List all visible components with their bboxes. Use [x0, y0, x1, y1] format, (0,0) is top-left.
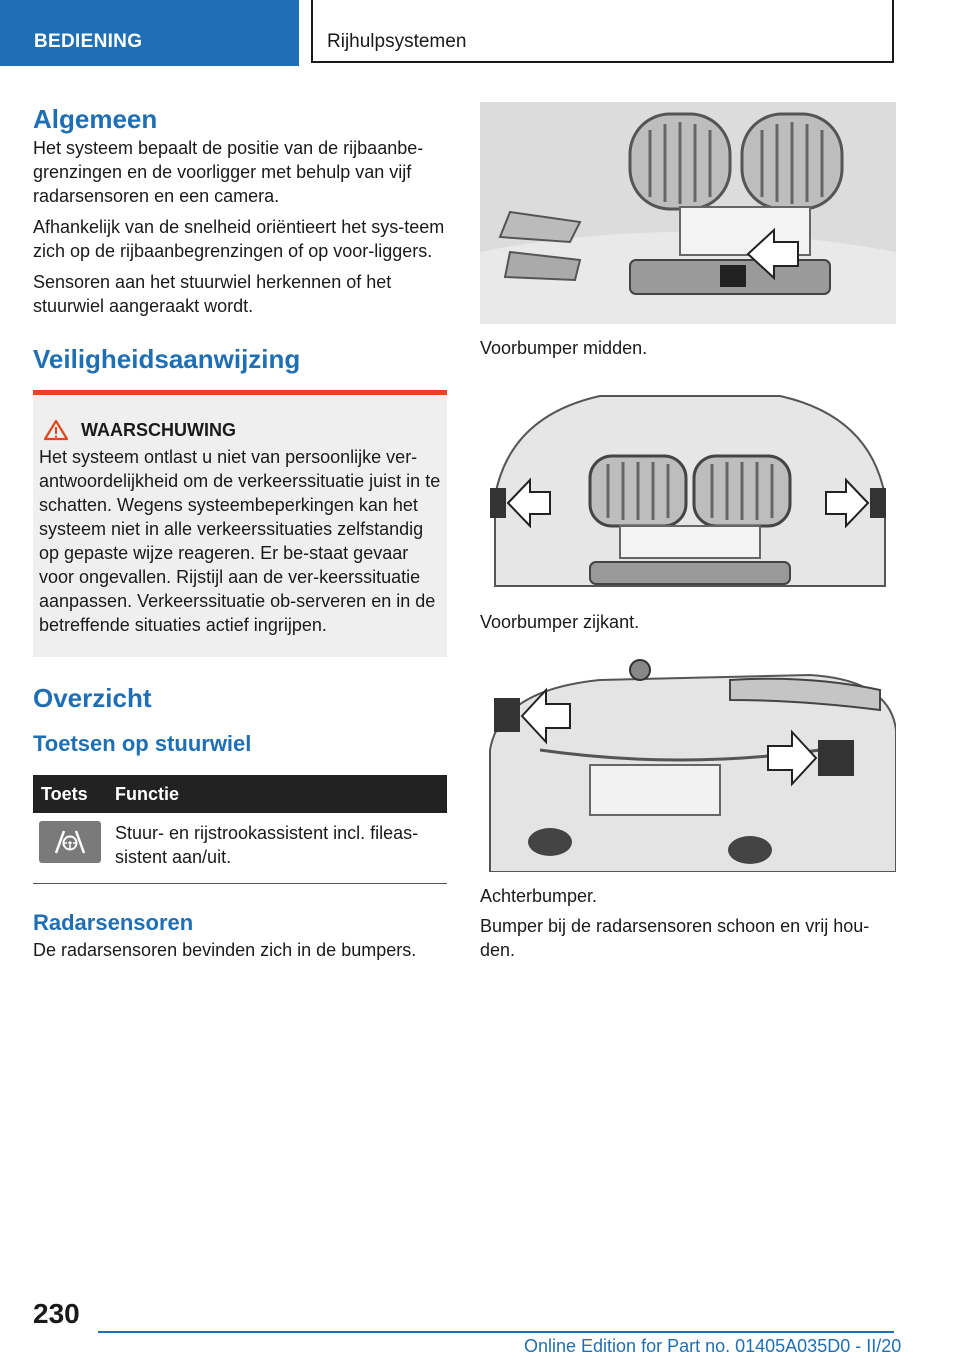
lane-assist-icon — [39, 821, 101, 863]
heading-overzicht: Overzicht — [33, 683, 152, 713]
heading-toetsen: Toetsen op stuurwiel — [33, 731, 252, 756]
figure-caption: Voorbumper midden. — [480, 338, 648, 358]
warning-header — [39, 419, 441, 441]
paragraph: Het systeem bepaalt de positie van de rijbaanbe-grenzingen en de voorligger met behulp van vijf radarsensoren en een camera. — [33, 138, 424, 206]
figure-caption: Voorbumper zijkant. — [480, 612, 640, 632]
right-column — [480, 102, 896, 969]
warning-text: Het systeem ontlast u niet van persoonlijke ver-antwoordelijkheid om de verkeerssituatie juist in te schatten. Wegens systeembeperkingen kan het systeem niet in alle verkeerssituaties zelfstandig op gepaste wijze reageren. Er be-staat gevaar voor ongevallen. Rijstijl aan de ver-keerssituatie aanpassen. Verkeerssituatie ob-serveren en in de betreffende situaties actief ingrijpen. — [39, 447, 441, 635]
warning-box — [33, 390, 447, 657]
section-tab — [0, 0, 299, 66]
warning-title: WAARSCHUWING — [81, 419, 236, 440]
footer-rule — [98, 1331, 894, 1333]
table-cell-icon — [33, 813, 107, 884]
keys-table — [33, 775, 447, 884]
figure-caption: Achterbumper. — [480, 886, 598, 906]
left-column — [33, 102, 447, 969]
heading-radarsensoren: Radarsensoren — [33, 910, 194, 935]
paragraph: Sensoren aan het stuurwiel herkennen of het stuurwiel aangeraakt wordt. — [33, 272, 392, 316]
table-row — [33, 813, 447, 884]
chapter-header — [311, 0, 894, 63]
section-label: BEDIENING — [34, 31, 143, 52]
paragraph: Afhankelijk van de snelheid oriëntieert het sys-teem zich op de rijbaanbegrenzingen of op voor-liggers. — [33, 217, 445, 261]
table-header-toets: Toets — [33, 775, 107, 813]
table-header-functie: Functie — [107, 775, 447, 813]
front-bumper-side-image — [480, 376, 896, 598]
figure-note: Bumper bij de radarsensoren schoon en vrij hou-den. — [480, 916, 870, 960]
heading-algemeen: Algemeen — [33, 104, 158, 134]
table-header-row — [33, 775, 447, 813]
rear-bumper-image — [480, 650, 896, 872]
warning-triangle-icon — [43, 419, 69, 441]
page-number: 230 — [33, 1298, 80, 1329]
table-cell-function: Stuur- en rijstrookassistent incl. fileas-sistent aan/uit. — [107, 813, 447, 884]
heading-veiligheid: Veiligheidsaanwijzing — [33, 344, 301, 374]
front-bumper-center-image — [480, 102, 896, 324]
chapter-label: Rijhulpsystemen — [327, 31, 467, 52]
edition-text: Online Edition for Part no. 01405A035D0 - II/20 — [524, 1336, 902, 1356]
paragraph: De radarsensoren bevinden zich in de bumpers. — [33, 940, 417, 960]
